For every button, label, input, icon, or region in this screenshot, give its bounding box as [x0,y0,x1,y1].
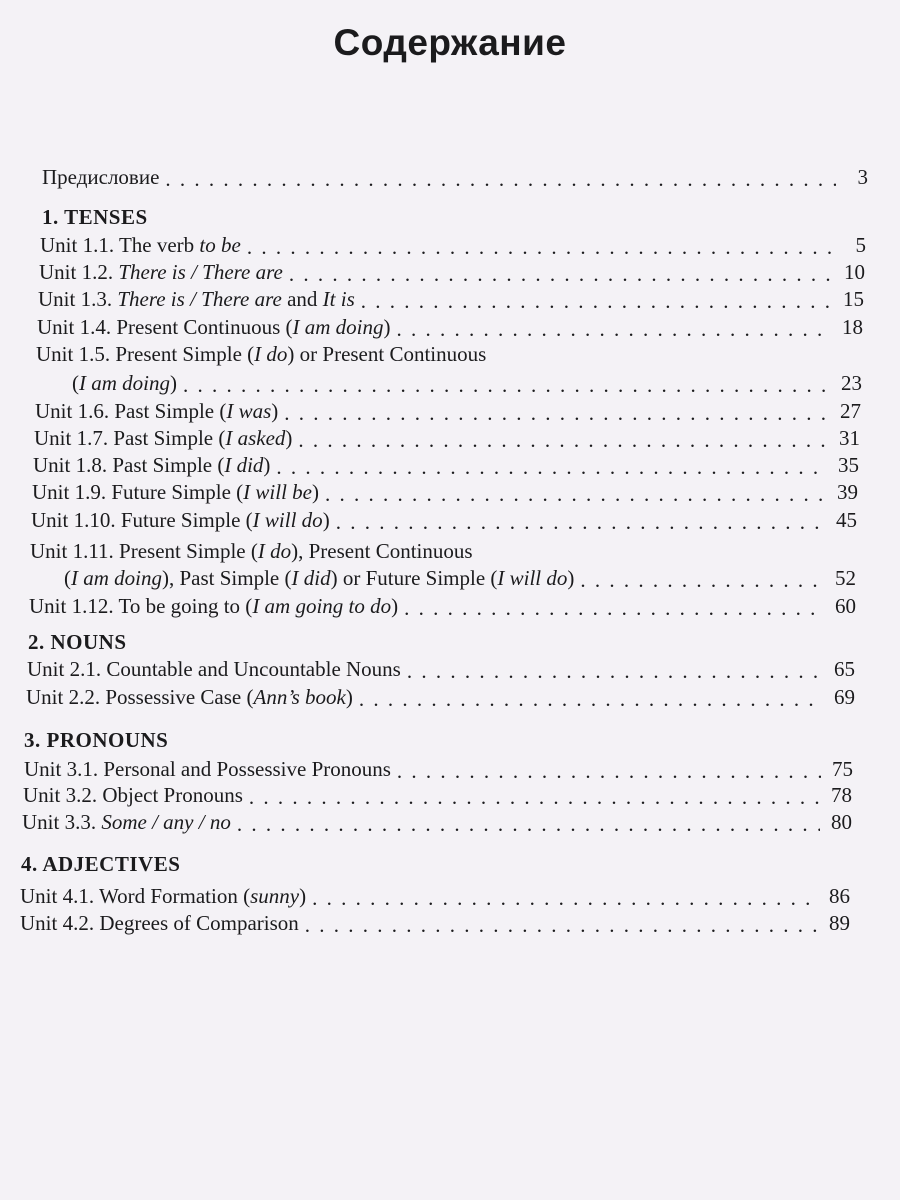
toc-entry-unit-1-8[interactable] [33,452,859,478]
entry-label: ) [312,480,319,504]
leader-dots [359,688,823,710]
entry-label-italic: to be [199,233,241,257]
toc-entry-preface[interactable] [42,164,868,190]
entry-label-italic: I asked [225,426,286,450]
toc-entry-unit-2-2[interactable] [26,684,855,710]
entry-label-italic: I am doing [71,566,162,590]
toc-entry-unit-1-5-line1[interactable] [36,341,486,367]
section-heading-adjectives: 4. ADJECTIVES [21,852,181,876]
leader-dots [305,914,818,936]
leader-dots [183,374,830,396]
toc-entry-unit-3-1[interactable] [24,756,853,782]
entry-label-italic: I will do [252,508,323,532]
entry-label: ) [567,566,575,590]
page-number: 35 [838,453,859,477]
entry-label: ) [285,426,293,450]
entry-label: Unit 1.6. Past Simple ( [35,399,227,423]
page-number: 31 [839,426,860,450]
page-number: 15 [843,287,864,311]
toc-entry-unit-1-2[interactable] [39,259,865,285]
leader-dots [407,660,823,682]
page-number: 69 [834,685,855,709]
entry-label: ) [391,594,399,618]
entry-label: Unit 2.1. Countable and Uncountable Nouns [27,657,401,681]
toc-entry-unit-1-9[interactable] [32,479,858,505]
leader-dots [397,318,832,340]
entry-label-italic: I did [224,453,264,477]
toc-entry-unit-4-1[interactable] [20,883,850,909]
entry-label: ( [72,371,79,395]
entry-label: ) [322,508,330,532]
leader-dots [237,813,820,835]
entry-label: Unit 1.12. To be going to ( [29,594,253,618]
entry-label: ( [64,566,71,590]
entry-label-italic: It is [322,287,355,311]
toc-entry-unit-1-3[interactable] [38,286,864,312]
entry-label-italic: I do [254,342,288,366]
page-number: 10 [844,260,865,284]
leader-dots [289,263,833,285]
entry-label-italic: I was [226,399,272,423]
entry-label: ) or Present Continuous [287,342,487,366]
leader-dots [580,569,824,591]
leader-dots [284,402,829,424]
toc-entry-unit-1-11[interactable] [64,565,856,591]
entry-label: ) [383,315,391,339]
leader-dots [312,887,818,909]
toc-entry-unit-3-3[interactable] [22,809,852,835]
entry-label: Unit 3.1. Personal and Possessive Pronouns [24,757,391,781]
page-number: 52 [835,566,856,590]
entry-label: Unit 4.2. Degrees of Comparison [20,911,299,935]
page-number: 5 [855,233,866,257]
page-number: 27 [840,399,861,423]
entry-label: ) [299,884,307,908]
toc-entry-unit-1-4[interactable] [37,314,863,340]
entry-label: Unit 1.3. [38,287,118,311]
entry-label: Unit 1.10. Future Simple ( [31,508,253,532]
entry-label: Unit 3.2. Object Pronouns [23,783,243,807]
toc-entry-unit-1-12[interactable] [29,593,856,619]
entry-label: and [281,287,323,311]
entry-label-italic: I am doing [292,315,384,339]
entry-label: Unit 1.2. [39,260,119,284]
page-number: 60 [835,594,856,618]
toc-entry-unit-3-2[interactable] [23,782,852,808]
entry-label: Unit 1.9. Future Simple ( [32,480,244,504]
page-number: 65 [834,657,855,681]
toc-entry-unit-1-10[interactable] [31,507,857,533]
page-number: 80 [831,810,852,834]
page-number: 45 [836,508,857,532]
toc-entry-unit-2-1[interactable] [27,656,855,682]
page-number: 89 [829,911,850,935]
toc-entry-unit-1-7[interactable] [34,425,860,451]
page-number: 75 [832,757,853,781]
section-heading-tenses: 1. TENSES [42,205,148,229]
leader-dots [361,290,832,312]
entry-label: Unit 1.7. Past Simple ( [34,426,226,450]
section-heading-nouns: 2. NOUNS [28,630,127,654]
section-heading-pronouns: 3. PRONOUNS [24,728,169,752]
entry-label: Unit 1.1. The verb [40,233,200,257]
entry-label: ) or Future Simple ( [330,566,498,590]
entry-label: ), Present Continuous [291,539,473,563]
toc-entry-unit-4-2[interactable] [20,910,850,936]
entry-label: Unit 1.4. Present Continuous ( [37,315,293,339]
entry-label-italic: I will be [243,480,312,504]
toc-entry-unit-1-5[interactable] [72,370,862,396]
page-number: 3 [857,165,868,189]
page-number: 39 [837,480,858,504]
entry-label: Unit 2.2. Possessive Case ( [26,685,254,709]
toc-entry-unit-1-6[interactable] [35,398,861,424]
entry-label-italic: sunny [250,884,300,908]
entry-label: ) [345,685,353,709]
leader-dots [165,168,836,190]
leader-dots [247,236,834,258]
entry-label-italic: Some / any / no [101,810,231,834]
entry-label: Unit 3.3. [22,810,102,834]
entry-label-italic: I did [291,566,331,590]
entry-label-italic: There is / There are [117,287,282,311]
toc-entry-unit-1-1[interactable] [40,232,866,258]
entry-label: Unit 1.8. Past Simple ( [33,453,225,477]
leader-dots [336,511,825,533]
entry-label-italic: Ann’s book [253,685,346,709]
entry-label-italic: I am doing [79,371,170,395]
entry-label: ), Past Simple ( [162,566,292,590]
entry-label: Unit 4.1. Word Formation ( [20,884,251,908]
leader-dots [404,597,824,619]
entry-label: ) [170,371,177,395]
page-number: 86 [829,884,850,908]
entry-label: Предисловие [42,165,160,189]
page-number: 18 [842,315,863,339]
leader-dots [249,786,820,808]
entry-label-italic: I am going to do [252,594,392,618]
entry-label: ) [263,453,271,477]
entry-label-italic: There is / There are [118,260,283,284]
leader-dots [397,760,821,782]
leader-dots [325,483,826,505]
page-title: Содержание [333,22,567,63]
entry-label-italic: I will do [497,566,568,590]
entry-label: Unit 1.11. Present Simple ( [30,539,258,563]
entry-label: Unit 1.5. Present Simple ( [36,342,255,366]
entry-label-italic: I do [257,539,292,563]
page-number: 78 [831,783,852,807]
leader-dots [276,456,827,478]
page-number: 23 [841,371,862,395]
toc-entry-unit-1-11-line1[interactable] [30,538,473,564]
entry-label: ) [271,399,279,423]
leader-dots [298,429,828,451]
